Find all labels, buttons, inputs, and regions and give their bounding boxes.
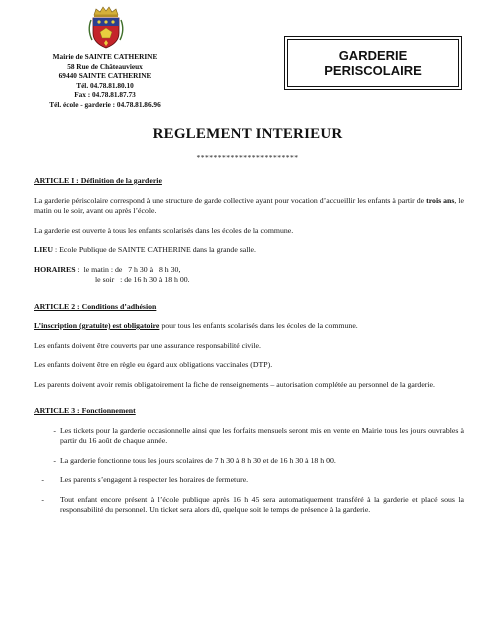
list-item (34, 456, 464, 467)
horaires-evening: le soir : de 16 h 30 à 18 h 00. (95, 275, 190, 284)
article-2-heading: ARTICLE 2 : Conditions d’adhésion (34, 301, 157, 311)
mairie-street: 58 Rue de Châteauvieux (67, 61, 143, 71)
document-body (34, 176, 464, 525)
document-title: REGLEMENT INTERIEUR (152, 126, 343, 142)
mairie-fax: Fax : 04.78.81.87.73 (74, 90, 136, 100)
garderie-title-box (284, 36, 462, 90)
coat-of-arms-logo (86, 6, 126, 50)
list-item (34, 426, 464, 447)
lieu-line (34, 245, 464, 256)
inscription-emphasis: L’inscription (gratuite) est obligatoire (34, 321, 160, 330)
bullet-text: Les parents s’engagent à respecter les horaires de fermeture. (60, 475, 249, 484)
bullet-dash: - (53, 425, 56, 435)
list-item (34, 495, 464, 516)
article-2-paragraph-2: Les enfants doivent être couverts par une assurance responsabilité civile. (34, 340, 261, 350)
horaires-morning: : le matin : de 7 h 30 à 8 h 30, (75, 264, 181, 274)
article-1-paragraph-2: La garderie est ouverte à tous les enfants scolarisés dans les écoles de la commune. (34, 225, 294, 235)
bullet-text: La garderie fonctionne tous les jours scolaires de 7 h 30 à 8 h 30 et de 16 h 30 à 18 h 00. (60, 455, 336, 465)
title-line-1: GARDERIE (338, 48, 408, 63)
text-run: , le matin ou le soir, avant ou après l’école. (34, 195, 464, 215)
text-run: pour tous les enfants scolarisés dans les écoles de la commune. (159, 321, 358, 330)
school-phone: Tél. école - garderie : 04.78.81.86.96 (49, 99, 161, 109)
mairie-name: Mairie de SAINTE CATHERINE (52, 52, 158, 61)
list-item (34, 475, 464, 486)
lieu-text: : Ecole Publique de SAINTE CATHERINE dans la grande salle. (53, 245, 256, 254)
text-run: La garderie périscolaire correspond à une structure de garde collective ayant pour vocation d’accueillir les enfants à partir de (34, 195, 427, 205)
bullet-dash: - (41, 475, 44, 484)
article-1-heading: ARTICLE I : Définition de la garderie (34, 176, 162, 185)
age-emphasis: trois ans (426, 195, 455, 205)
title-line-2: PERISCOLAIRE (324, 63, 422, 78)
article-2-paragraph-4: Les parents doivent avoir remis obligatoirement la fiche de renseignements – autorisation complétée au personnel de la garderie. (34, 379, 435, 389)
article-2-paragraph-3: Les enfants doivent être en règle eu égard aux obligations vaccinales (DTP). (34, 360, 273, 369)
lieu-label: LIEU (34, 245, 54, 254)
bullet-dash: - (41, 494, 44, 504)
horaires-block (34, 265, 464, 286)
bullet-dash: - (53, 455, 56, 465)
horaires-label: HORAIRES (34, 264, 76, 274)
mairie-city: 69440 SAINTE CATHERINE (58, 71, 152, 81)
article-2-paragraph-1 (34, 321, 464, 332)
bullet-text: Les tickets pour la garderie occasionnelle ainsi que les forfaits mensuels seront mis en vente en Mairie tous les jours ouvrables à partir du 16 août de chaque année. (60, 425, 464, 445)
article-1-paragraph-1 (34, 196, 464, 217)
bullet-text: Tout enfant encore présent à l’école publique après 16 h 45 sera automatiquement transféré à la garderie et placé sous la responsabilité du personnel. Un ticket sera alors dû, quelque soit le temps de présence à la garderie. (60, 494, 464, 514)
stars-separator: ************************ (196, 153, 299, 162)
article-3-heading: ARTICLE 3 : Fonctionnement (34, 406, 136, 415)
mairie-phone: Tél. 04.78.81.80.10 (76, 80, 134, 90)
mairie-address-block (30, 52, 180, 110)
